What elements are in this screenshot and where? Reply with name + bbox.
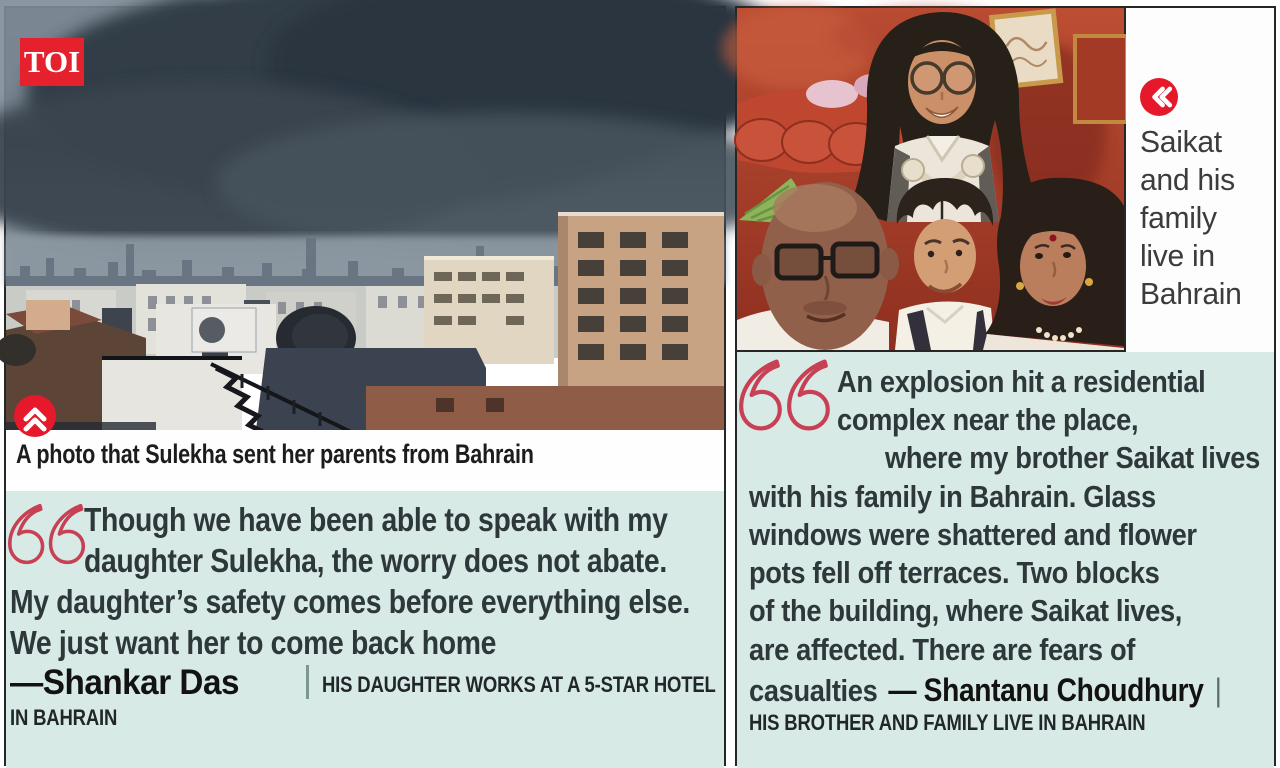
right-quote-box bbox=[737, 352, 1274, 768]
photo-label-line: Bahrain bbox=[1140, 276, 1242, 311]
cream-building bbox=[424, 256, 554, 364]
quote-line: We just want her to come back home bbox=[10, 624, 497, 661]
quote-line: An explosion hit a residential bbox=[837, 364, 1206, 399]
quote-line: are affected. There are fears of bbox=[749, 632, 1135, 667]
quote-line: windows were shattered and flower bbox=[749, 517, 1197, 552]
attribution-role: HIS DAUGHTER WORKS AT A 5-STAR HOTEL bbox=[322, 672, 716, 697]
family-photo-frame bbox=[737, 8, 1126, 352]
quote-line: where my brother Saikat lives bbox=[885, 440, 1260, 475]
chevrons-left-icon bbox=[1140, 78, 1178, 116]
left-quote-box bbox=[6, 491, 724, 768]
photo-caption: A photo that Sulekha sent her parents from Bahrain bbox=[16, 439, 534, 469]
chevrons-up-icon bbox=[14, 395, 56, 437]
toi-logo bbox=[20, 38, 84, 86]
family-photo bbox=[737, 8, 1124, 350]
open-quote-icon bbox=[6, 503, 88, 565]
quote-line: with his family in Bahrain. Glass bbox=[749, 479, 1156, 514]
attribution-separator: | bbox=[1214, 672, 1222, 708]
attribution-role: HIS BROTHER AND FAMILY LIVE IN BAHRAIN bbox=[749, 710, 1146, 735]
attribution-name: —Shankar Das bbox=[10, 663, 240, 702]
wall-frame-2 bbox=[1075, 36, 1127, 122]
photo-label-line: Saikat bbox=[1140, 124, 1222, 159]
attribution-separator bbox=[306, 665, 309, 699]
left-panel-card bbox=[4, 6, 726, 766]
open-quote-icon bbox=[737, 358, 833, 432]
quote-line: pots fell off terraces. Two blocks bbox=[749, 555, 1160, 590]
city-smoke-photo bbox=[6, 8, 724, 430]
quote-line: complex near the place, bbox=[837, 402, 1139, 437]
attribution-name: — Shantanu Choudhury bbox=[888, 672, 1204, 708]
quote-line: Though we have been able to speak with my bbox=[84, 501, 668, 538]
toi-logo-text: TOI bbox=[23, 44, 81, 79]
quote-line: of the building, where Saikat lives, bbox=[749, 593, 1183, 628]
photo-label-line: family bbox=[1140, 200, 1217, 235]
right-panel-card bbox=[735, 6, 1276, 766]
attribution-role: IN BAHRAIN bbox=[10, 705, 118, 730]
quote-tail-line bbox=[749, 672, 1222, 709]
photo-caption-strip bbox=[6, 430, 724, 478]
photo-label-sidebar bbox=[1126, 8, 1274, 352]
quote-line: daughter Sulekha, the worry does not abate. bbox=[84, 542, 667, 579]
photo-label-line: and his bbox=[1140, 162, 1235, 197]
photo-label-line: live in bbox=[1140, 238, 1215, 273]
quote-line: My daughter’s safety comes before everything else. bbox=[10, 583, 690, 620]
quote-tail-text: casualties bbox=[749, 673, 878, 708]
